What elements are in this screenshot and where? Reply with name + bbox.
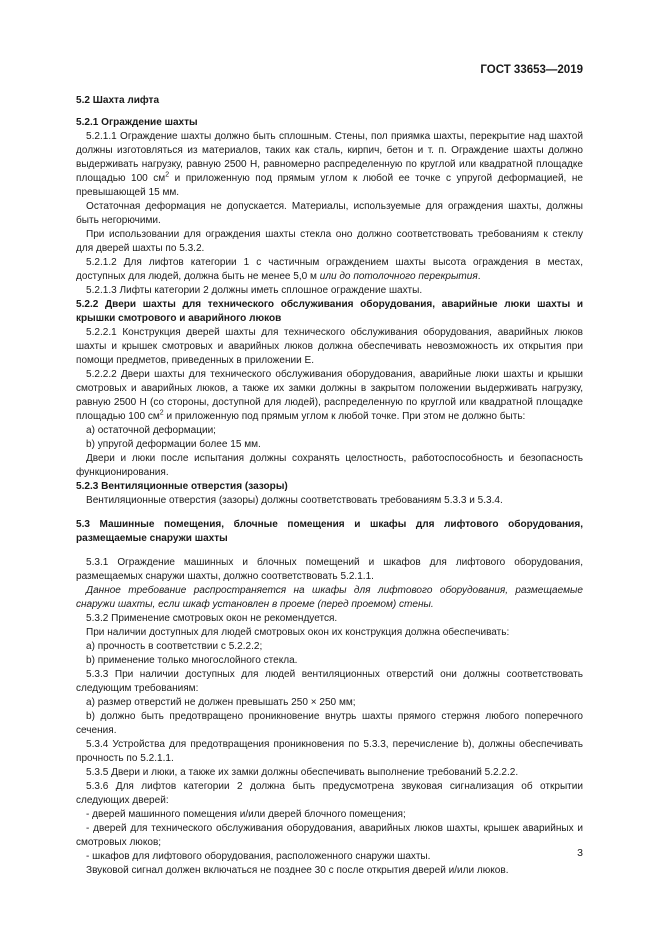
paragraph-5-2-1-2 (76, 256, 583, 284)
paragraph-text: и приложенную под прямым углом к любой точке. При этом не должно быть: (163, 411, 526, 422)
paragraph-5-2-1-1 (76, 130, 583, 200)
paragraph-5-3-5: 5.3.5 Двери и люки, а также их замки должны обеспечивать выполнение требований 5.2.2.2. (86, 767, 519, 778)
paragraph: При использовании для ограждения шахты стекла оно должно соответствовать требованиям к стеклу для дверей шахты по 5.3.2. (76, 229, 583, 254)
subsection-title-5-2-3: 5.2.3 Вентиляционные отверстия (зазоры) (76, 481, 288, 492)
paragraph-5-2-2-2 (76, 368, 583, 424)
paragraph-text: 5.2.2.2 Двери шахты для технического обслуживания оборудования, аварийные люки шахты и крышки смотровых и аварийных люков, а также их замки должны в закрытом положении выдерживать нагрузку, равную 2500 Н (со стороны, доступной для людей), распределенную по круглой или квадратной площадке площадью 100 см (76, 369, 583, 422)
dash-item: - дверей для технического обслуживания оборудования, аварийных люков шахты, крышек аварийных и смотровых люков; (76, 823, 583, 848)
section-title-5-2: 5.2 Шахта лифта (76, 95, 160, 106)
paragraph-5-3-6: 5.3.6 Для лифтов категории 2 должна быть предусмотрена звуковая сигнализация об открытии следующих дверей: (76, 781, 583, 806)
list-item: b) должно быть предотвращено проникновение внутрь шахты прямого стержня любого поперечного сечения. (76, 711, 583, 736)
page-number: 3 (577, 847, 583, 859)
paragraph-5-3-3: 5.3.3 При наличии доступных для людей вентиляционных отверстий они должны соответствовать следующим требованиям: (76, 669, 583, 694)
list-item: а) размер отверстий не должен превышать 250 × 250 мм; (86, 697, 356, 708)
paragraph: Вентиляционные отверстия (зазоры) должны соответствовать требованиям 5.3.3 и 5.3.4. (86, 495, 503, 506)
paragraph: Остаточная деформация не допускается. Материалы, используемые для ограждения шахты, должны быть негорючими. (76, 201, 583, 226)
paragraph: Звуковой сигнал должен включаться не позднее 30 с после открытия дверей и/или люков. (86, 865, 509, 876)
dash-item: - шкафов для лифтового оборудования, расположенного снаружи шахты. (86, 851, 431, 862)
list-item: b) применение только многослойного стекла. (86, 655, 298, 666)
dash-item: - дверей машинного помещения и/или дверей блочного помещения; (86, 809, 406, 820)
paragraph-5-2-1-3: 5.2.1.3 Лифты категории 2 должны иметь сплошное ограждение шахты. (86, 285, 423, 296)
subsection-title-5-2-2: 5.2.2 Двери шахты для технического обслуживания оборудования, аварийные люки шахты и крышки смотрового и аварийного люков (76, 299, 583, 324)
subsection-title-5-2-1: 5.2.1 Ограждение шахты (76, 117, 198, 128)
document-body (76, 94, 583, 878)
section-title-5-3: 5.3 Машинные помещения, блочные помещения и шкафы для лифтового оборудования, размещаемые снаружи шахты (76, 519, 583, 544)
paragraph-5-2-2-1: 5.2.2.1 Конструкция дверей шахты для технического обслуживания оборудования, аварийных люков шахты и крышек смотровых и аварийных люков должна обеспечивать невозможность их открытия при помощи предметов, приведенных в приложении Е. (76, 327, 583, 366)
superscript: 2 (165, 171, 170, 179)
superscript: 2 (159, 409, 164, 417)
paragraph-text: и приложенную под прямым углом к любой ее точке с упругой деформацией, не превышающей 15 мм. (76, 173, 583, 198)
paragraph-5-3-4: 5.3.4 Устройства для предотвращения проникновения по 5.3.3, перечисление b), должны обеспечивать прочность по 5.2.1.1. (76, 739, 583, 764)
paragraph-5-3-1: 5.3.1 Ограждение машинных и блочных помещений и шкафов для лифтового оборудования, размещаемых снаружи шахты, должно соответствовать 5.2.1.1. (76, 557, 583, 582)
list-item: а) остаточной деформации; (86, 425, 216, 436)
paragraph: При наличии доступных для людей смотровых окон их конструкция должна обеспечивать: (86, 627, 510, 638)
paragraph-text: 5.2.1.1 Ограждение шахты должно быть сплошным. Стены, пол приямка шахты, перекрытие над шахтой должны изготовляться из материалов, таких как сталь, кирпич, бетон и т. п. Ограждение шахты должно выдерживать нагрузку, равную 2500 Н, равномерно распределенную по круглой или квадратной площадке площадью 100 см (76, 131, 583, 184)
paragraph-5-3-2: 5.3.2 Применение смотровых окон не рекомендуется. (86, 613, 338, 624)
standard-header: ГОСТ 33653—2019 (480, 64, 583, 76)
paragraph-text: . (477, 271, 481, 282)
italic-note: Данное требование распространяется на шкафы для лифтового оборудования, размещаемые снаружи шахты, если шкаф установлен в проеме (перед проемом) стены. (76, 585, 583, 610)
italic-text: или до потолочного перекрытия (319, 271, 478, 282)
list-item: а) прочность в соответствии с 5.2.2.2; (86, 641, 263, 652)
paragraph-text: 5.2.1.2 Для лифтов категории 1 с частичным ограждением шахты высота ограждения в местах, доступных для людей, должна быть не менее 5,0 м (76, 257, 583, 282)
list-item: b) упругой деформации более 15 мм. (86, 439, 261, 450)
paragraph: Двери и люки после испытания должны сохранять целостность, работоспособность и безопасность функционирования. (76, 453, 583, 478)
